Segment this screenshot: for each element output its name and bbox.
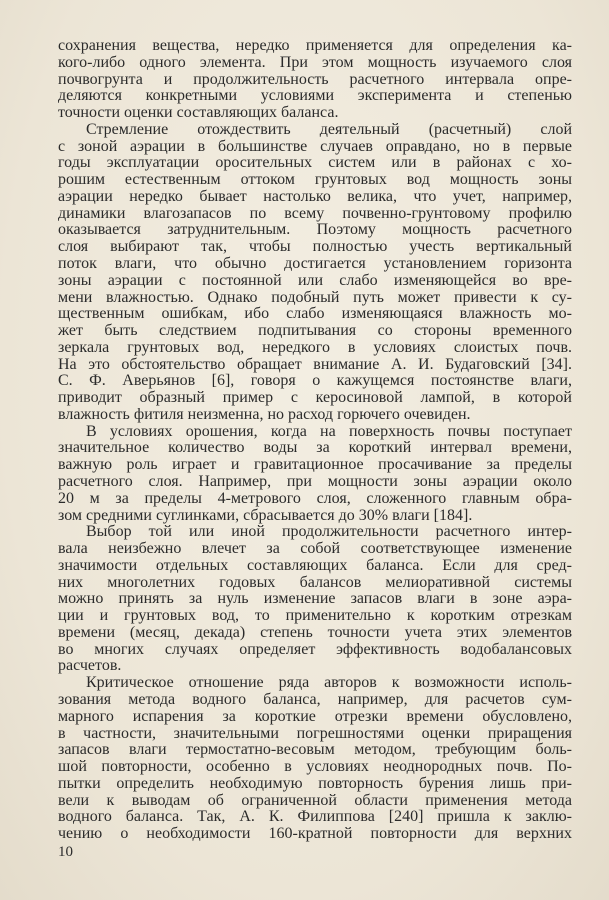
page-number: 10	[58, 844, 73, 860]
text-line: значительное количество воды за короткий интервал времени,	[58, 439, 572, 457]
text-line: шой повторности, особенно в условиях неоднородных почв. По-	[58, 758, 572, 776]
text-line: зеркала грунтовых вод, нередкого в условиях слоистых почв.	[58, 338, 572, 356]
text-line: аэрации нередко бывает настолько велика, что учет, например,	[58, 187, 572, 205]
text-line: приводит образный пример с керосиновой лампой, в которой	[58, 389, 572, 407]
text-line: вели к выводам об ограниченной области применения метода	[58, 791, 572, 809]
text-line: точности оценки составляющих баланса.	[58, 104, 339, 122]
text-line: зом средними суглинками, сбрасывается до 30% влаги [184].	[58, 506, 473, 524]
text-line: зоны аэрации с постоянной или слабо изменяющейся во вре-	[58, 271, 572, 289]
text-line: с зоной аэрации в большинстве случаев оправдано, но в первые	[58, 137, 572, 155]
text-line: них многолетних годовых балансов мелиоративной системы	[58, 573, 572, 591]
text-line: влажность фитиля неизменна, но расход горючего очевиден.	[58, 405, 471, 423]
text-line: расчетов.	[58, 657, 122, 675]
text-line: Критическое отношение ряда авторов к возможности исполь-	[86, 674, 572, 692]
text-line: жет быть следствием подпитывания со стороны временного	[58, 322, 572, 340]
text-line: щественным ошибкам, ибо слабо изменяющаяся влажность мо-	[58, 305, 572, 323]
text-line: поток влаги, что обычно достигается установлением горизонта	[58, 255, 572, 272]
text-line: слоя выбирают так, чтобы полностью учесть вертикальный	[58, 238, 572, 256]
text-line: чению о необходимости 160-кратной повторности для верхних	[58, 825, 572, 843]
text-line: динамики влагозапасов по всему почвенно-грунтовому профилю	[58, 204, 572, 222]
text-line: С. Ф. Аверьянов [6], говоря о кажущемся постоянстве влаги,	[58, 372, 572, 390]
text-line: пытки определить необходимую повторность бурения лишь при-	[58, 774, 572, 792]
text-line: времени (месяц, декада) степень точности учета этих элементов	[58, 623, 572, 641]
text-line: 20 м за пределы 4-метрового слоя, сложенного главным обра-	[58, 489, 572, 507]
text-line: годы эксплуатации оросительных систем или в районах с хо-	[58, 154, 572, 172]
text-line: деляются конкретными условиями эксперимента и степенью	[58, 87, 572, 105]
text-line: почвогрунта и продолжительность расчетного интервала опре-	[58, 70, 572, 88]
text-line: расчетного слоя. Например, при мощности зоны аэрации около	[58, 473, 572, 491]
text-line: мени влажностью. Однако подобный путь может привести к су-	[58, 288, 572, 306]
text-line: В условиях орошения, когда на поверхность почвы поступает	[86, 422, 572, 440]
text-line: Выбор той или иной продолжительности расчетного интер-	[86, 523, 572, 541]
text-line: кого-либо одного элемента. При этом мощность изучаемого слоя	[58, 53, 572, 71]
text-line: оказывается затруднительным. Поэтому мощность расчетного	[58, 221, 572, 239]
text-line: вала неизбежно влечет за собой соответствующее изменение	[58, 540, 572, 558]
text-line: водного баланса. Так, А. К. Филиппова [240] пришла к заклю-	[58, 808, 572, 826]
text-line: На это обстоятельство обращает внимание А. И. Будаговский [34].	[58, 355, 572, 373]
text-line: Стремление отождествить деятельный (расчетный) слой	[86, 120, 572, 138]
text-line: рошим естественным оттоком грунтовых вод мощность зоны	[58, 171, 572, 189]
text-line: марного испарения за короткие отрезки времени обусловлено,	[58, 707, 572, 725]
text-line: сохранения вещества, нередко применяется для определения ка-	[58, 37, 572, 54]
text-line: запасов влаги термостатно-весовым методом, требующим боль-	[58, 741, 572, 759]
text-line: ции и грунтовых вод, то применительно к коротким отрезкам	[58, 607, 572, 625]
text-line: значимости отдельных составляющих баланса. Если для сред-	[58, 556, 572, 574]
text-line: зования метода водного баланса, например, для расчетов сум-	[58, 691, 572, 709]
text-line: можно принять за нуль изменение запасов влаги в зоне аэра-	[58, 590, 572, 608]
text-line: во многих случаях определяет эффективность водобалансовых	[58, 640, 572, 658]
text-line: важную роль играет и гравитационное просачивание за пределы	[58, 456, 572, 474]
text-line: в частности, значительными погрешностями оценки приращения	[58, 724, 572, 742]
